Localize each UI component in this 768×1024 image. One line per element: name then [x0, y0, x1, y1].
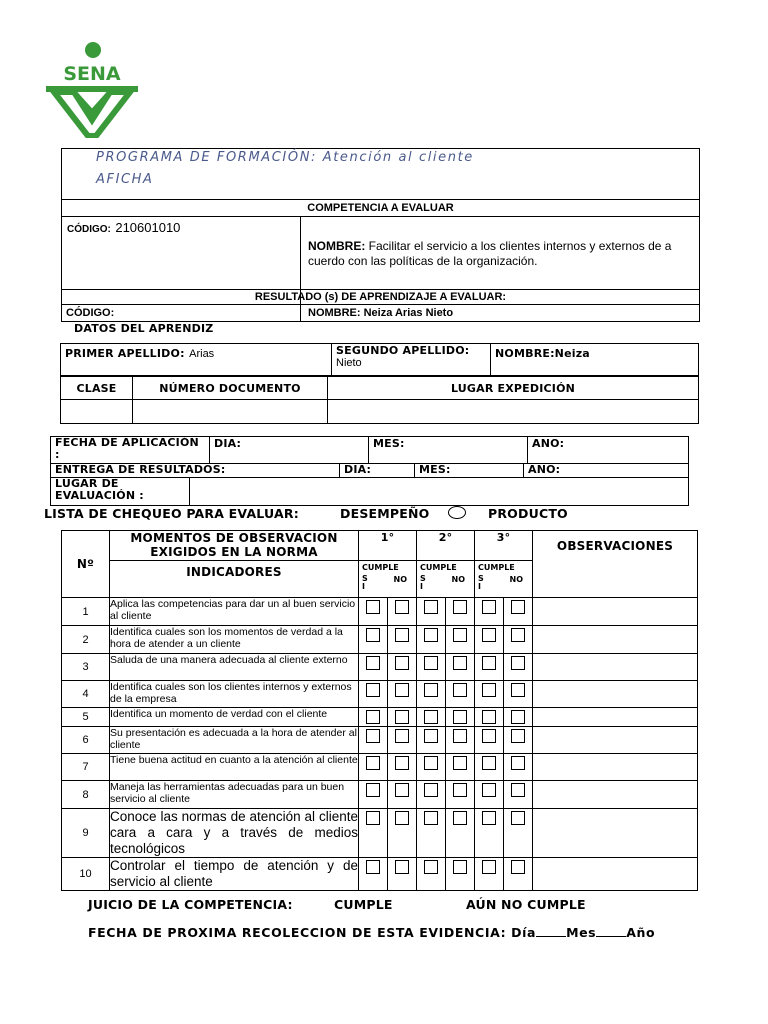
indicator-text: Identifica cuales son los momentos de verdad a la hora de atender a un cliente — [110, 626, 359, 654]
table-row — [62, 626, 698, 654]
observaciones-cell[interactable] — [533, 598, 698, 626]
si-checkbox[interactable] — [424, 656, 438, 670]
si-checkbox[interactable] — [482, 600, 496, 614]
si-checkbox[interactable] — [482, 683, 496, 697]
aprendiz-title: DATOS DEL APRENDIZ — [74, 322, 214, 335]
desempeno-radio[interactable] — [448, 506, 466, 519]
table-row — [62, 681, 698, 708]
si-checkbox[interactable] — [366, 628, 380, 642]
row-number: 7 — [62, 754, 110, 781]
no-checkbox[interactable] — [511, 811, 525, 825]
producto-label: PRODUCTO — [488, 506, 568, 521]
no-checkbox[interactable] — [395, 811, 409, 825]
observaciones-cell[interactable] — [533, 781, 698, 809]
observaciones-cell[interactable] — [533, 809, 698, 858]
observaciones-cell[interactable] — [533, 858, 698, 891]
lista-label: LISTA DE CHEQUEO PARA EVALUAR: — [44, 506, 299, 521]
juicio-aun-no-cumple[interactable]: AÚN NO CUMPLE — [466, 897, 586, 912]
si-checkbox[interactable] — [424, 628, 438, 642]
no-checkbox[interactable] — [395, 710, 409, 724]
observaciones-cell[interactable] — [533, 727, 698, 754]
row-number: 6 — [62, 727, 110, 754]
indicator-text: Conoce las normas de atención al cliente cara a cara y a través de medios tecnológicos — [110, 809, 358, 856]
observaciones-cell[interactable] — [533, 754, 698, 781]
no-checkbox[interactable] — [395, 860, 409, 874]
documento-table: CLASE NÚMERO DOCUMENTO LUGAR EXPEDICIÓN — [60, 376, 699, 424]
table-row — [62, 598, 698, 626]
no-checkbox[interactable] — [453, 783, 467, 797]
table-row — [62, 809, 698, 858]
juicio-label: JUICIO DE LA COMPETENCIA: — [88, 897, 293, 912]
competencia-nombre: NOMBRE: Facilitar el servicio a los clientes internos y externos de a cuerdo con las políticas de la organización. — [308, 239, 672, 268]
checklist-table: Nº MOMENTOS DE OBSERVACION EXIGIDOS EN LA NORMA 1° 2° 3° OBSERVACIONES INDICADORES CUMPLE S I NO CUMPLE S I NO CUMPLE S I NO 1 Aplica las competencias para dar un al buen servicio al cliente 2 Identifica cuales son los momentos de verdad a la hora de atender a un cliente 3 Saluda de una manera adecuada al cliente externo 4 Identifica cuales son los clientes internos y externos de la empresa 5 Identifica un momento de verdad con el cliente 6 Su presentación es adecuada a la hora de atender al cliente 7 Tiene buena actitud en cuanto a la atención al cliente 8 Maneja las herramientas adecuadas para un buen servicio al cliente 9 Conoce las normas de atención al cliente cara a cara y a través de medios tecnológicos 10 Controlar el tiempo de atención y de servicio al cliente — [61, 530, 698, 891]
table-row — [62, 654, 698, 681]
indicator-text: Controlar el tiempo de atención y de servicio al cliente — [110, 858, 358, 889]
lugar-table: LUGAR DE EVALUACIÓN : — [50, 477, 689, 506]
sena-logo-text: SENA — [63, 63, 121, 85]
si-checkbox[interactable] — [482, 783, 496, 797]
program-title: PROGRAMA DE FORMACIÓN: Atención al cliente — [96, 150, 474, 165]
table-row — [62, 858, 698, 891]
si-checkbox[interactable] — [424, 811, 438, 825]
si-checkbox[interactable] — [366, 600, 380, 614]
numero-documento-field[interactable] — [133, 400, 328, 424]
observaciones-cell[interactable] — [533, 626, 698, 654]
si-checkbox[interactable] — [482, 811, 496, 825]
no-checkbox[interactable] — [395, 683, 409, 697]
si-checkbox[interactable] — [482, 756, 496, 770]
si-checkbox[interactable] — [482, 860, 496, 874]
no-checkbox[interactable] — [511, 783, 525, 797]
fechas-table: FECHA DE APLICACIÓN : DIA: MES: ANO: — [50, 436, 689, 464]
no-checkbox[interactable] — [453, 860, 467, 874]
indicator-text: Aplica las competencias para dar un al buen servicio al cliente — [110, 598, 359, 626]
row-number: 8 — [62, 781, 110, 809]
competencia-header: COMPETENCIA A EVALUAR — [307, 202, 454, 214]
si-checkbox[interactable] — [424, 710, 438, 724]
proxima-recoleccion: FECHA DE PROXIMA RECOLECCION DE ESTA EVIDENCIA: Día Mes Año — [88, 925, 656, 940]
no-checkbox[interactable] — [511, 600, 525, 614]
observaciones-cell[interactable] — [533, 708, 698, 727]
si-checkbox[interactable] — [366, 783, 380, 797]
no-checkbox[interactable] — [511, 860, 525, 874]
lugar-expedicion-field[interactable] — [328, 400, 699, 424]
table-row — [62, 754, 698, 781]
entrega-table: ENTREGA DE RESULTADOS: DIA: MES: ANO: — [50, 463, 689, 478]
no-checkbox[interactable] — [395, 756, 409, 770]
si-checkbox[interactable] — [366, 860, 380, 874]
no-checkbox[interactable] — [395, 656, 409, 670]
no-checkbox[interactable] — [453, 729, 467, 743]
lugar-evaluacion-field[interactable] — [190, 478, 689, 506]
si-checkbox[interactable] — [424, 729, 438, 743]
no-checkbox[interactable] — [453, 656, 467, 670]
sena-logo — [44, 40, 140, 138]
no-checkbox[interactable] — [395, 600, 409, 614]
no-checkbox[interactable] — [511, 710, 525, 724]
observaciones-cell[interactable] — [533, 654, 698, 681]
aprendiz-table: PRIMER APELLIDO: Arias SEGUNDO APELLIDO: Nieto NOMBRE:Neiza — [60, 343, 699, 376]
indicator-text: Identifica cuales son los clientes internos y externos de la empresa — [110, 681, 359, 708]
si-checkbox[interactable] — [366, 811, 380, 825]
row-number: 9 — [62, 809, 110, 858]
table-row — [62, 781, 698, 809]
clase-field[interactable] — [61, 400, 133, 424]
table-row — [62, 727, 698, 754]
no-checkbox[interactable] — [453, 683, 467, 697]
si-checkbox[interactable] — [366, 710, 380, 724]
indicator-text: Saluda de una manera adecuada al cliente externo — [110, 654, 359, 681]
no-checkbox[interactable] — [511, 756, 525, 770]
observaciones-cell[interactable] — [533, 681, 698, 708]
row-number: 2 — [62, 626, 110, 654]
no-checkbox[interactable] — [453, 628, 467, 642]
si-checkbox[interactable] — [482, 710, 496, 724]
si-checkbox[interactable] — [366, 729, 380, 743]
indicator-text: Tiene buena actitud en cuanto a la atención al cliente — [110, 754, 359, 781]
resultado-header: RESULTADO (s) DE APRENDIZAJE A EVALUAR: — [254, 291, 507, 303]
competencia-codigo: CÓDIGO: 210601010 — [67, 220, 181, 235]
no-checkbox[interactable] — [453, 600, 467, 614]
si-checkbox[interactable] — [482, 729, 496, 743]
row-number: 10 — [62, 858, 110, 891]
no-checkbox[interactable] — [395, 729, 409, 743]
si-checkbox[interactable] — [366, 756, 380, 770]
no-checkbox[interactable] — [511, 729, 525, 743]
si-checkbox[interactable] — [366, 656, 380, 670]
si-checkbox[interactable] — [424, 600, 438, 614]
si-checkbox[interactable] — [482, 656, 496, 670]
juicio-cumple[interactable]: CUMPLE — [334, 897, 393, 912]
no-checkbox[interactable] — [511, 683, 525, 697]
no-checkbox[interactable] — [453, 811, 467, 825]
si-checkbox[interactable] — [482, 628, 496, 642]
row-number: 3 — [62, 654, 110, 681]
no-checkbox[interactable] — [511, 656, 525, 670]
row-number: 1 — [62, 598, 110, 626]
no-checkbox[interactable] — [453, 756, 467, 770]
si-checkbox[interactable] — [366, 683, 380, 697]
si-checkbox[interactable] — [424, 683, 438, 697]
si-checkbox[interactable] — [424, 860, 438, 874]
table-row — [62, 708, 698, 727]
resultado-codigo: CÓDIGO: — [66, 307, 115, 319]
no-checkbox[interactable] — [453, 710, 467, 724]
si-checkbox[interactable] — [424, 783, 438, 797]
indicator-text: Su presentación es adecuada a la hora de atender al cliente — [110, 727, 359, 754]
row-number: 5 — [62, 708, 110, 727]
indicator-text: Identifica un momento de verdad con el cliente — [110, 708, 359, 727]
no-checkbox[interactable] — [395, 783, 409, 797]
indicator-text: Maneja las herramientas adecuadas para un buen servicio al cliente — [110, 781, 359, 809]
no-checkbox[interactable] — [511, 628, 525, 642]
desempeno-label: DESEMPEÑO — [340, 506, 430, 521]
resultado-nombre: NOMBRE: Neiza Arias Nieto — [308, 307, 454, 319]
row-number: 4 — [62, 681, 110, 708]
no-checkbox[interactable] — [395, 628, 409, 642]
program-subtitle: AFICHA — [96, 172, 154, 187]
si-checkbox[interactable] — [424, 756, 438, 770]
